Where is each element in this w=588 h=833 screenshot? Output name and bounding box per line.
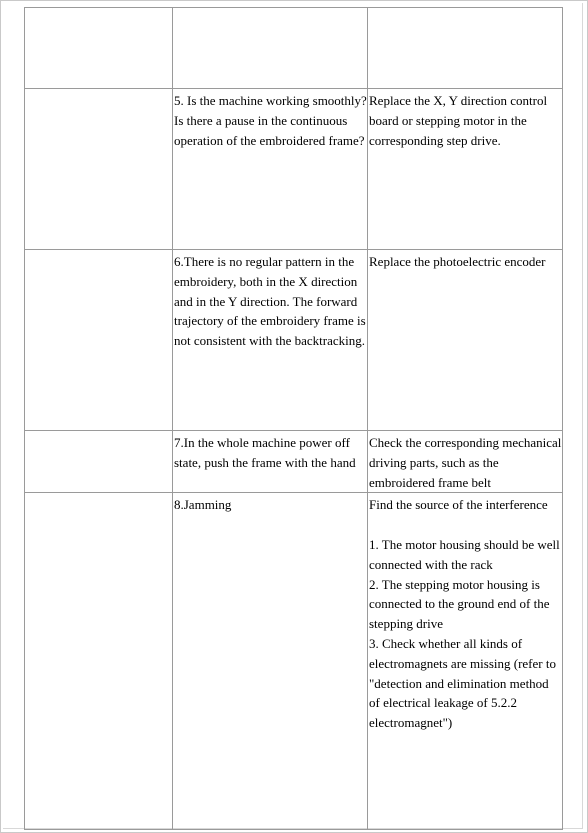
solution-step: 2. The stepping motor housing is connected to the ground end of the stepping drive	[369, 576, 550, 632]
table-cell-solution[interactable]: Replace the X, Y direction control board or stepping motor in the corresponding step drive.	[368, 89, 563, 250]
solution-intro: Find the source of the interference	[369, 497, 548, 513]
table-cell-category[interactable]	[25, 8, 173, 89]
solution-step: 1. The motor housing should be well connected with the rack	[369, 536, 560, 572]
table-cell-solution[interactable]: Check the corresponding mechanical driving parts, such as the embroidered frame belt	[368, 431, 563, 493]
table-cell-solution[interactable]	[368, 493, 563, 830]
table-cell-category[interactable]	[25, 493, 173, 830]
table-row	[25, 89, 563, 250]
table-row	[25, 250, 563, 431]
table-cell-fault[interactable]: 6.There is no regular pattern in the embroidery, both in the X direction and in the Y direction. The forward trajectory of the embroidery frame is not consistent with the backtracking.	[173, 250, 368, 431]
table-cell-category[interactable]	[25, 431, 173, 493]
table-cell-category[interactable]	[25, 250, 173, 431]
table-cell-solution[interactable]	[368, 8, 563, 89]
blank-line	[369, 515, 562, 535]
table-row	[25, 431, 563, 493]
table-cell-solution[interactable]: Replace the photoelectric encoder	[368, 250, 563, 431]
table-row	[25, 493, 563, 830]
table-cell-fault[interactable]: 7.In the whole machine power off state, push the frame with the hand	[173, 431, 368, 493]
table-cell-category[interactable]	[25, 89, 173, 250]
table-row	[25, 8, 563, 89]
table-cell-fault[interactable]: 5. Is the machine working smoothly? Is there a pause in the continuous operation of the embroidered frame?	[173, 89, 368, 250]
solution-step: 3. Check whether all kinds of electromagnets are missing (refer to "detection and elimination method of electrical leakage of 5.2.2 electromagnet")	[369, 635, 556, 731]
troubleshooting-table	[24, 7, 563, 830]
table-cell-fault[interactable]	[173, 8, 368, 89]
table-cell-fault[interactable]: 8.Jamming	[173, 493, 368, 830]
